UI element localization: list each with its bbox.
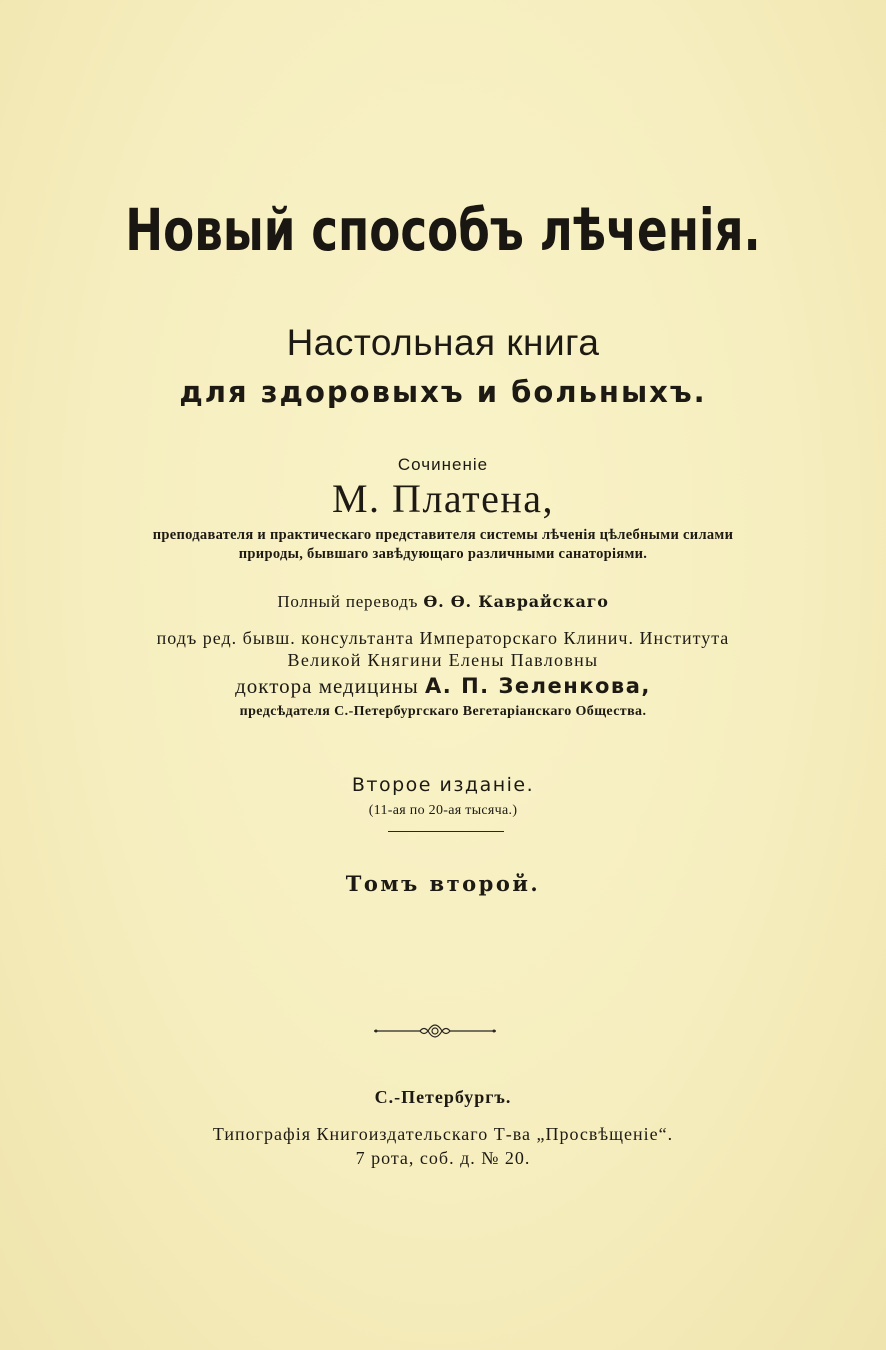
translation-credit	[0, 592, 886, 612]
translation-prefix: Полный переводъ	[277, 592, 419, 611]
edition-label: Второе изданіе.	[351, 774, 535, 796]
author-description-line-1: преподавателя и практическаго представителя системы лѣченія цѣлебными силами	[152, 527, 734, 543]
editor-line-3	[0, 674, 886, 699]
editor-name: А. П. Зеленкова,	[425, 674, 651, 698]
book-title: Новый способъ лѣченія.	[125, 196, 761, 264]
editor-title: доктора медицины	[235, 674, 419, 698]
imprint-printer: Типографія Книгоиздательскаго Т-ва „Просвѣщеніе“.	[212, 1124, 674, 1144]
subtitle-line-1: Настольная книга	[286, 322, 600, 363]
edition-rule-divider	[388, 831, 504, 832]
fleuron-divider-icon	[370, 1022, 500, 1040]
imprint-place: С.-Петербургъ.	[374, 1087, 512, 1107]
author-description-line-2: природы, бывшаго завѣдующаго различными санаторіями.	[238, 546, 648, 562]
imprint-address: 7 рота, соб. д. № 20.	[355, 1148, 531, 1168]
editor-line-4: предсѣдателя С.-Петербургскаго Вегетаріанскаго Общества.	[239, 704, 647, 719]
translator-name: Ѳ. Ѳ. Каврайскаго	[423, 592, 609, 611]
subtitle-line-2: для здоровыхъ и больныхъ.	[179, 375, 707, 409]
author-name: М. Платена,	[331, 476, 555, 521]
composition-label: Сочиненіе	[397, 455, 489, 474]
editor-line-1: подъ ред. бывш. консультанта Императорскаго Клинич. Института	[156, 628, 730, 648]
edition-note: (11-ая по 20-ая тысяча.)	[368, 803, 518, 818]
volume-label: Томъ второй.	[345, 871, 541, 896]
editor-line-2: Великой Княгини Елены Павловны	[287, 650, 599, 670]
